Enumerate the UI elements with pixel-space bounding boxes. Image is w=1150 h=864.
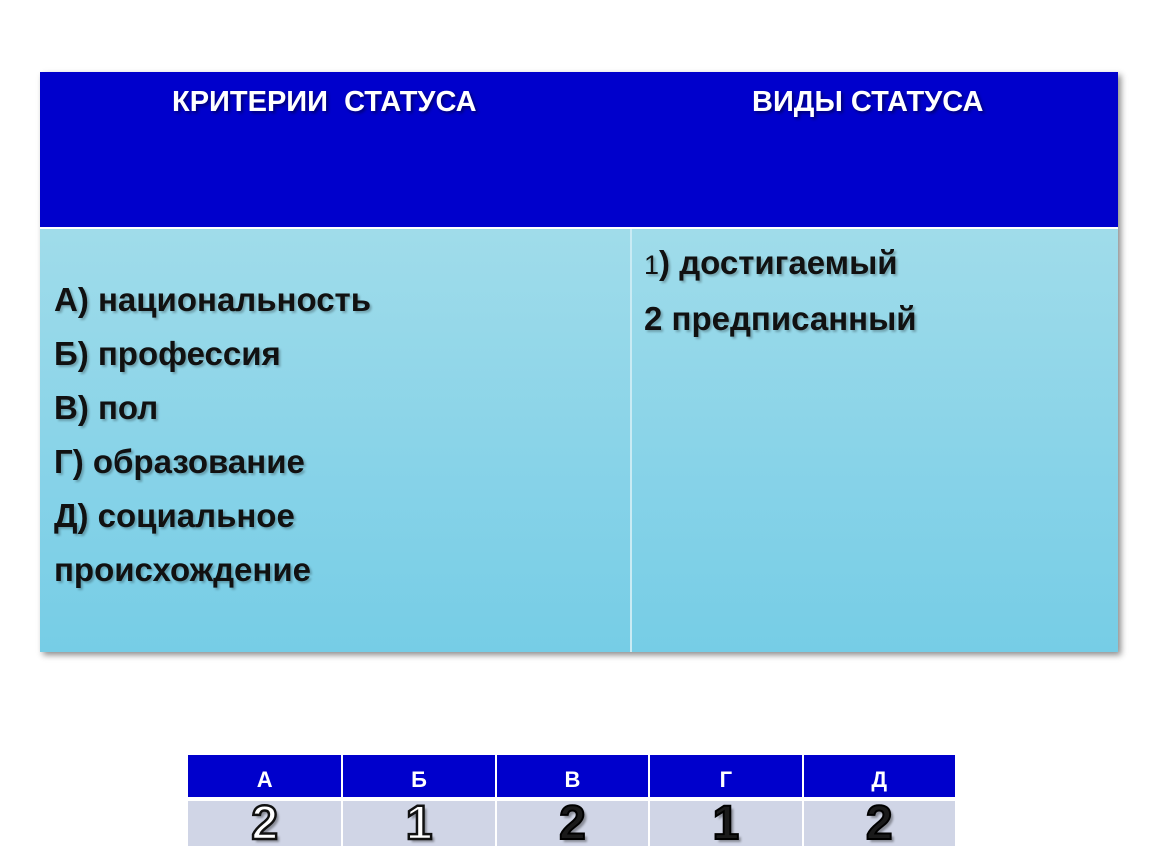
answer-header-cell: А	[188, 755, 341, 797]
status-table	[40, 72, 1118, 652]
column-divider	[630, 229, 632, 652]
answer-value-cell	[495, 796, 648, 850]
answer-value: 2	[865, 796, 893, 850]
answer-value: 1	[712, 796, 740, 850]
types-list	[644, 236, 917, 346]
answer-header-cell: Б	[341, 755, 494, 797]
criteria-item: Д) социальное	[54, 497, 295, 534]
answer-values-row	[188, 796, 955, 850]
type-item: 2 предписанный	[644, 300, 917, 337]
type-item-number: 1	[644, 250, 660, 280]
answer-value-cell	[341, 796, 494, 850]
types-header: ВИДЫ СТАТУСА	[752, 86, 984, 118]
criteria-item: А) национальность	[54, 281, 371, 318]
answer-table	[188, 755, 955, 850]
answer-value: 2	[559, 796, 586, 850]
type-item	[644, 236, 917, 292]
answer-value: 2	[251, 796, 279, 850]
answer-header-row	[188, 755, 955, 797]
criteria-item: Г) образование	[54, 443, 305, 480]
answer-value-cell	[802, 796, 955, 850]
answer-value-cell	[188, 796, 341, 850]
criteria-item: Б) профессия	[54, 335, 281, 372]
criteria-header: КРИТЕРИИ СТАТУСА	[172, 86, 477, 118]
criteria-item: происхождение	[54, 551, 311, 588]
criteria-item: В) пол	[54, 389, 159, 426]
answer-header-cell: В	[495, 755, 648, 797]
type-item-text: ) достигаемый	[659, 244, 898, 281]
status-table-header	[40, 72, 1118, 229]
status-table-body	[40, 229, 1118, 652]
answer-header-cell: Д	[802, 755, 955, 797]
answer-value: 1	[405, 796, 433, 850]
criteria-list	[54, 273, 371, 597]
answer-value-cell	[648, 796, 801, 850]
answer-header-cell: Г	[648, 755, 801, 797]
